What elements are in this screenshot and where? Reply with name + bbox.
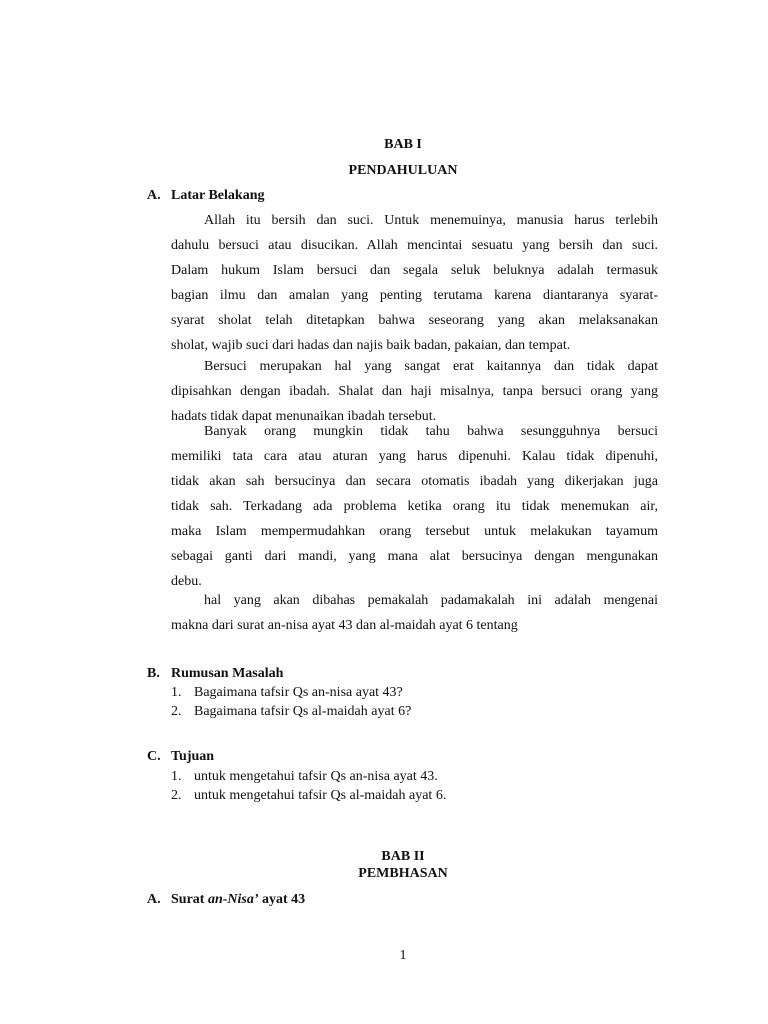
- text-line: tidak sah. Terkadang ada problema ketika orang itu tidak menemukan air,: [171, 499, 658, 514]
- page-number: 1: [399, 948, 407, 963]
- section-a2-title-prefix: Surat: [171, 892, 208, 907]
- section-a-heading: [147, 188, 264, 204]
- text-line: debu.: [171, 574, 202, 589]
- list-item: [171, 683, 411, 702]
- paragraph-2: [171, 354, 658, 429]
- list-item-text: Bagaimana tafsir Qs al-maidah ayat 6?: [194, 704, 412, 719]
- section-b-title: Rumusan Masalah: [171, 666, 284, 681]
- section-a2-letter: A.: [147, 892, 161, 907]
- text-line: maka Islam mempermudahkan orang tersebut untuk melakukan tayamum: [171, 524, 658, 539]
- section-a2-title-italic: an-Nisa’: [207, 892, 259, 907]
- section-a2-heading: [147, 892, 305, 908]
- list-item: [171, 786, 446, 805]
- list-item: [171, 767, 446, 786]
- section-a-title: Latar Belakang: [171, 188, 265, 203]
- chapter-2-label: BAB II: [381, 849, 425, 864]
- section-a-letter: A.: [147, 188, 161, 203]
- section-c-list: [171, 767, 446, 805]
- list-item-number: 1.: [171, 769, 182, 784]
- paragraph-4: [171, 588, 658, 638]
- text-line: Banyak orang mungkin tidak tahu bahwa sesungguhnya bersuci: [204, 424, 658, 439]
- section-c-letter: C.: [147, 749, 161, 764]
- list-item-text: untuk mengetahui tafsir Qs al-maidah ayat 6.: [194, 788, 447, 803]
- list-item-number: 2.: [171, 788, 182, 803]
- text-line: syarat sholat telah ditetapkan bahwa seseorang yang akan melaksanakan: [171, 313, 658, 328]
- section-b-letter: B.: [147, 666, 160, 681]
- section-a2-title-suffix: ayat 43: [258, 892, 306, 907]
- section-c-title: Tujuan: [171, 749, 215, 764]
- text-line: tidak akan sah bersucinya dan secara otomatis ibadah yang dikerjakan juga: [171, 474, 658, 489]
- chapter-1-title: PENDAHULUAN: [348, 163, 458, 178]
- text-line: bagian ilmu dan amalan yang penting terutama karena diantaranya syarat-: [171, 288, 658, 303]
- text-line: dipisahkan dengan ibadah. Shalat dan haji misalnya, tanpa bersuci orang yang: [171, 384, 658, 399]
- text-line: hadats tidak dapat menunaikan ibadah tersebut.: [171, 409, 437, 424]
- paragraph-1: [171, 208, 658, 358]
- text-line: hal yang akan dibahas pemakalah padamakalah ini adalah mengenai: [204, 593, 658, 608]
- text-line: Dalam hukum Islam bersuci dan segala seluk beluknya adalah termasuk: [171, 263, 658, 278]
- list-item-number: 1.: [171, 685, 182, 700]
- text-line: Allah itu bersih dan suci. Untuk menemuinya, manusia harus terlebih: [204, 213, 658, 228]
- chapter-1-label: BAB I: [384, 137, 422, 152]
- text-line: Bersuci merupakan hal yang sangat erat kaitannya dan tidak dapat: [204, 359, 658, 374]
- list-item-number: 2.: [171, 704, 182, 719]
- section-c-heading: [147, 749, 214, 765]
- text-line: sholat, wajib suci dari hadas dan najis baik badan, pakaian, dan tempat.: [171, 338, 571, 353]
- text-line: makna dari surat an-nisa ayat 43 dan al-maidah ayat 6 tentang: [171, 618, 518, 633]
- section-b-list: [171, 683, 411, 721]
- section-b-heading: [147, 666, 283, 682]
- text-line: dahulu bersuci atau disucikan. Allah mencintai sesuatu yang bersih dan suci.: [171, 238, 658, 253]
- paragraph-3: [171, 419, 658, 594]
- list-item: [171, 702, 411, 721]
- list-item-text: untuk mengetahui tafsir Qs an-nisa ayat 43.: [194, 769, 438, 784]
- text-line: memiliki tata cara atau aturan yang harus dipenuhi. Kalau tidak dipenuhi,: [171, 449, 658, 464]
- list-item-text: Bagaimana tafsir Qs an-nisa ayat 43?: [194, 685, 403, 700]
- text-line: sebagai ganti dari mandi, yang mana alat bersucinya dengan mengunakan: [171, 549, 658, 564]
- chapter-2-title: PEMBHASAN: [358, 866, 448, 881]
